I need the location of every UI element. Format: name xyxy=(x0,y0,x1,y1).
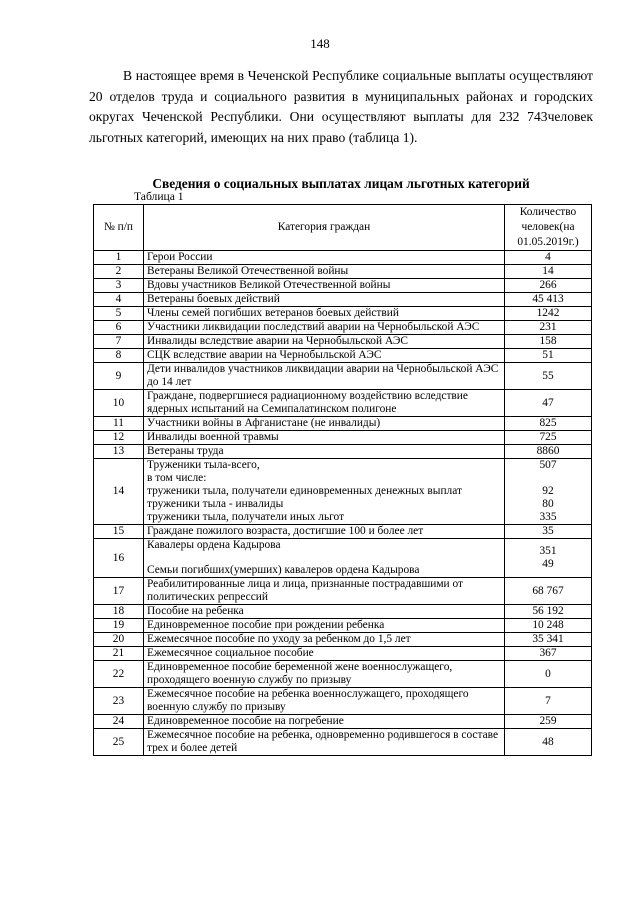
row-count: 725 xyxy=(505,431,592,445)
table-row xyxy=(94,578,592,605)
row-category: СЦК вследствие аварии на Чернобыльской АЭС xyxy=(144,349,505,363)
row-category: Участники войны в Афганистане (не инвалиды) xyxy=(144,417,505,431)
row-number: 17 xyxy=(94,578,144,605)
table-row xyxy=(94,525,592,539)
row-count: 8860 xyxy=(505,445,592,459)
table-row xyxy=(94,688,592,715)
row-count xyxy=(505,459,592,525)
row-count: 158 xyxy=(505,335,592,349)
row-category: Участники ликвидации последствий аварии на Чернобыльской АЭС xyxy=(144,321,505,335)
table-row xyxy=(94,349,592,363)
row-count: 231 xyxy=(505,321,592,335)
count-line: 49 xyxy=(542,558,554,570)
row-count: 47 xyxy=(505,390,592,417)
intro-paragraph: В настоящее время в Чеченской Республике социальные выплаты осуществляют 20 отделов труда и социального развития в муниципальных районах и городских округах Чеченской Республики. Они осуществляют выплаты для 232 743человек льготных категорий, имеющих на них право (таблица 1). xyxy=(89,68,593,145)
row-category: Пособие на ребенка xyxy=(144,605,505,619)
count-line xyxy=(508,472,588,485)
row-number: 6 xyxy=(94,321,144,335)
row-category: Ежемесячное пособие на ребенка военнослужащего, проходящего военную службу по призыву xyxy=(144,688,505,715)
row-number: 11 xyxy=(94,417,144,431)
row-number: 12 xyxy=(94,431,144,445)
row-category: Дети инвалидов участников ликвидации аварии на Чернобыльской АЭС до 14 лет xyxy=(144,363,505,390)
table-header xyxy=(94,205,592,251)
count-line: 335 xyxy=(539,511,557,523)
row-category: Ежемесячное пособие по уходу за ребенком до 1,5 лет xyxy=(144,633,505,647)
row-count: 367 xyxy=(505,647,592,661)
row-count: 55 xyxy=(505,363,592,390)
table-row xyxy=(94,633,592,647)
header-count: Количество человек(на 01.05.2019г.) xyxy=(505,205,592,251)
row-category: Единовременное пособие беременной жене военнослужащего, проходящего военную службу по призыву xyxy=(144,661,505,688)
table-row xyxy=(94,605,592,619)
table-row xyxy=(94,445,592,459)
count-line: 351 xyxy=(539,545,557,557)
row-category: Вдовы участников Великой Отечественной войны xyxy=(144,279,505,293)
row-number: 9 xyxy=(94,363,144,390)
row-number: 1 xyxy=(94,251,144,265)
count-line: 80 xyxy=(542,498,554,510)
benefits-table xyxy=(93,204,592,756)
row-count: 35 xyxy=(505,525,592,539)
row-category: Единовременное пособие при рождении ребенка xyxy=(144,619,505,633)
row-number: 15 xyxy=(94,525,144,539)
category-line: в том числе: xyxy=(147,472,207,484)
row-count: 266 xyxy=(505,279,592,293)
row-number: 23 xyxy=(94,688,144,715)
row-count: 259 xyxy=(505,715,592,729)
row-category: Граждане пожилого возраста, достигшие 100 и более лет xyxy=(144,525,505,539)
row-number: 14 xyxy=(94,459,144,525)
line-spacer xyxy=(147,552,501,564)
table-row xyxy=(94,661,592,688)
row-count: 51 xyxy=(505,349,592,363)
row-category xyxy=(144,459,505,525)
row-number: 3 xyxy=(94,279,144,293)
row-count: 4 xyxy=(505,251,592,265)
row-count: 0 xyxy=(505,661,592,688)
row-count: 1242 xyxy=(505,307,592,321)
row-number: 4 xyxy=(94,293,144,307)
page-number: 148 xyxy=(310,36,330,51)
row-count xyxy=(505,539,592,578)
header-num: № п/п xyxy=(94,205,144,251)
count-line: 92 xyxy=(542,485,554,497)
table-row xyxy=(94,265,592,279)
table-row xyxy=(94,647,592,661)
table-row xyxy=(94,431,592,445)
row-category: Инвалиды вследствие аварии на Чернобыльской АЭС xyxy=(144,335,505,349)
row-count: 68 767 xyxy=(505,578,592,605)
row-category: Ветераны боевых действий xyxy=(144,293,505,307)
table-row xyxy=(94,390,592,417)
row-count: 56 192 xyxy=(505,605,592,619)
count-line: 507 xyxy=(539,459,557,471)
row-category: Ветераны труда xyxy=(144,445,505,459)
table-row xyxy=(94,363,592,390)
row-number: 10 xyxy=(94,390,144,417)
category-line: Кавалеры ордена Кадырова xyxy=(147,539,281,551)
row-number: 18 xyxy=(94,605,144,619)
table-row xyxy=(94,251,592,265)
row-category: Члены семей погибших ветеранов боевых действий xyxy=(144,307,505,321)
row-number: 5 xyxy=(94,307,144,321)
row-number: 13 xyxy=(94,445,144,459)
row-count: 825 xyxy=(505,417,592,431)
row-category: Единовременное пособие на погребение xyxy=(144,715,505,729)
table-row xyxy=(94,539,592,578)
category-line: труженики тыла - инвалиды xyxy=(147,498,284,510)
row-number: 20 xyxy=(94,633,144,647)
table-row xyxy=(94,619,592,633)
header-category: Категория граждан xyxy=(144,205,505,251)
table-row xyxy=(94,293,592,307)
row-number: 16 xyxy=(94,539,144,578)
row-number: 7 xyxy=(94,335,144,349)
row-number: 19 xyxy=(94,619,144,633)
row-number: 21 xyxy=(94,647,144,661)
row-count: 35 341 xyxy=(505,633,592,647)
row-number: 2 xyxy=(94,265,144,279)
category-line: труженики тыла, получатели единовременных денежных выплат xyxy=(147,485,462,497)
table-row xyxy=(94,321,592,335)
row-category xyxy=(144,539,505,578)
row-count: 14 xyxy=(505,265,592,279)
table-body xyxy=(94,251,592,756)
category-line: Семьи погибших(умерших) кавалеров ордена Кадырова xyxy=(147,564,420,576)
row-category: Ежемесячное пособие на ребенка, одновременно родившегося в составе трех и более детей xyxy=(144,729,505,756)
row-number: 25 xyxy=(94,729,144,756)
category-line: труженики тыла, получатели иных льгот xyxy=(147,511,345,523)
table-caption: Таблица 1 xyxy=(134,190,184,203)
row-count: 10 248 xyxy=(505,619,592,633)
table-row xyxy=(94,279,592,293)
table-row xyxy=(94,307,592,321)
row-category: Граждане, подвергшиеся радиационному воздействию вследствие ядерных испытаний на Семипалатинском полигоне xyxy=(144,390,505,417)
table-row xyxy=(94,335,592,349)
row-number: 22 xyxy=(94,661,144,688)
row-count: 48 xyxy=(505,729,592,756)
header-row xyxy=(94,205,592,251)
row-count: 45 413 xyxy=(505,293,592,307)
table-row xyxy=(94,715,592,729)
category-line: Труженики тыла-всего, xyxy=(147,459,260,471)
table-row xyxy=(94,417,592,431)
row-category: Ежемесячное социальное пособие xyxy=(144,647,505,661)
row-number: 24 xyxy=(94,715,144,729)
table-heading: Сведения о социальных выплатах лицам льготных категорий xyxy=(152,176,530,191)
row-category: Инвалиды военной травмы xyxy=(144,431,505,445)
row-count: 7 xyxy=(505,688,592,715)
table-row xyxy=(94,459,592,525)
row-category: Ветераны Великой Отечественной войны xyxy=(144,265,505,279)
table-row xyxy=(94,729,592,756)
row-category: Реабилитированные лица и лица, признанные пострадавшими от политических репрессий xyxy=(144,578,505,605)
row-category: Герои России xyxy=(144,251,505,265)
row-number: 8 xyxy=(94,349,144,363)
